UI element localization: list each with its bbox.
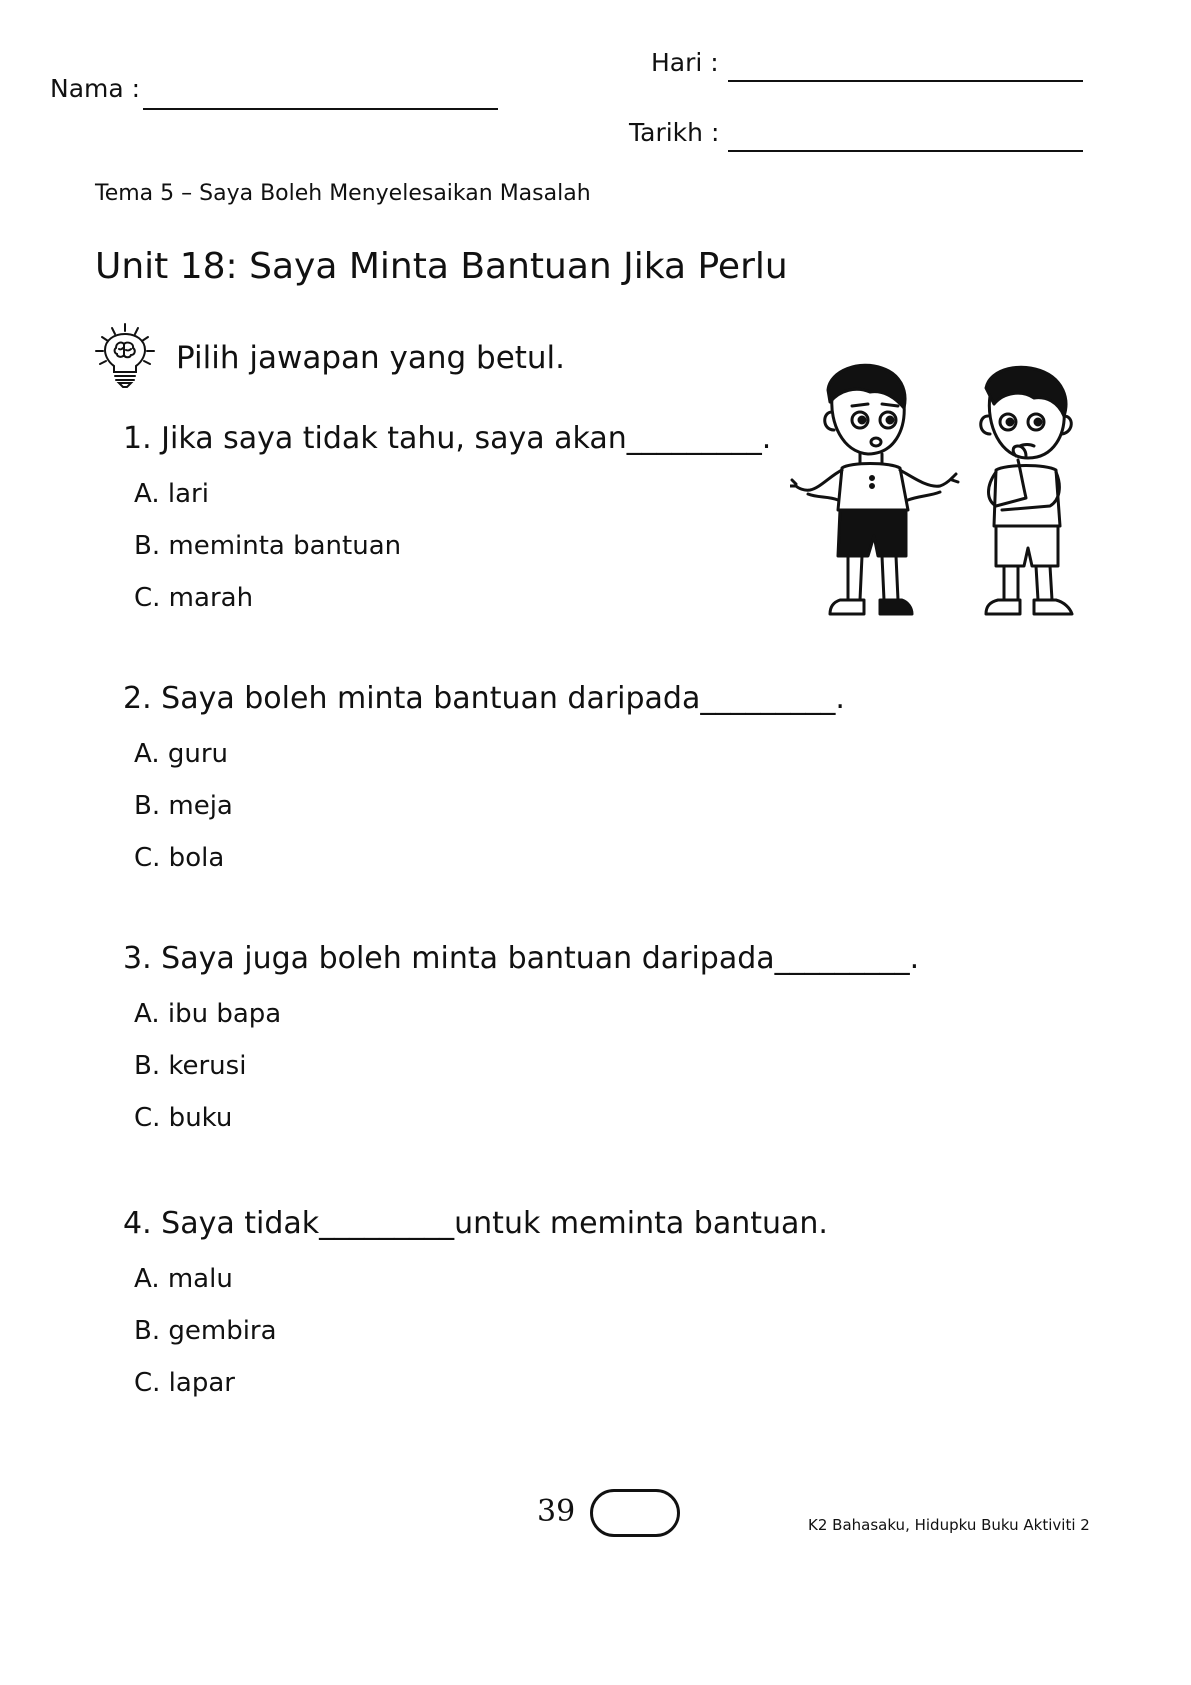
q2-option-c[interactable]: C. bola bbox=[134, 843, 225, 873]
name-label: Nama : bbox=[50, 74, 141, 103]
question-1: 1. Jika saya tidak tahu, saya akan_________. bbox=[123, 421, 772, 456]
page-number: 39 bbox=[537, 1494, 576, 1529]
question-3: 3. Saya juga boleh minta bantuan daripada_________. bbox=[123, 941, 920, 976]
right-boy-drawing bbox=[981, 367, 1072, 614]
q1-option-c[interactable]: C. marah bbox=[134, 583, 254, 613]
footer-credit: K2 Bahasaku, Hidupku Buku Aktiviti 2 bbox=[808, 1516, 1090, 1534]
day-field[interactable] bbox=[728, 80, 1083, 82]
q3-option-c[interactable]: C. buku bbox=[134, 1103, 233, 1133]
q4-option-b[interactable]: B. gembira bbox=[134, 1316, 277, 1346]
question-2: 2. Saya boleh minta bantuan daripada_________. bbox=[123, 681, 845, 716]
q3-option-b[interactable]: B. kerusi bbox=[134, 1051, 247, 1081]
date-label: Tarikh : bbox=[629, 118, 720, 147]
two-confused-boys-illustration bbox=[790, 360, 1090, 630]
instruction-text: Pilih jawapan yang betul. bbox=[176, 340, 566, 376]
score-box[interactable] bbox=[590, 1489, 680, 1537]
q1-option-b[interactable]: B. meminta bantuan bbox=[134, 531, 402, 561]
q2-option-b[interactable]: B. meja bbox=[134, 791, 233, 821]
q2-option-a[interactable]: A. guru bbox=[134, 739, 229, 769]
q4-option-c[interactable]: C. lapar bbox=[134, 1368, 235, 1398]
q1-option-a[interactable]: A. lari bbox=[134, 479, 209, 509]
page-title: Unit 18: Saya Minta Bantuan Jika Perlu bbox=[95, 246, 788, 287]
day-label: Hari : bbox=[651, 48, 719, 77]
question-4: 4. Saya tidak_________untuk meminta bantuan. bbox=[123, 1206, 828, 1241]
date-field[interactable] bbox=[728, 150, 1083, 152]
theme-subtitle: Tema 5 – Saya Boleh Menyelesaikan Masalah bbox=[95, 181, 591, 206]
name-field[interactable] bbox=[143, 108, 498, 110]
lightbulb-brain-icon bbox=[90, 320, 160, 390]
left-boy-drawing bbox=[790, 365, 958, 614]
q4-option-a[interactable]: A. malu bbox=[134, 1264, 233, 1294]
q3-option-a[interactable]: A. ibu bapa bbox=[134, 999, 282, 1029]
